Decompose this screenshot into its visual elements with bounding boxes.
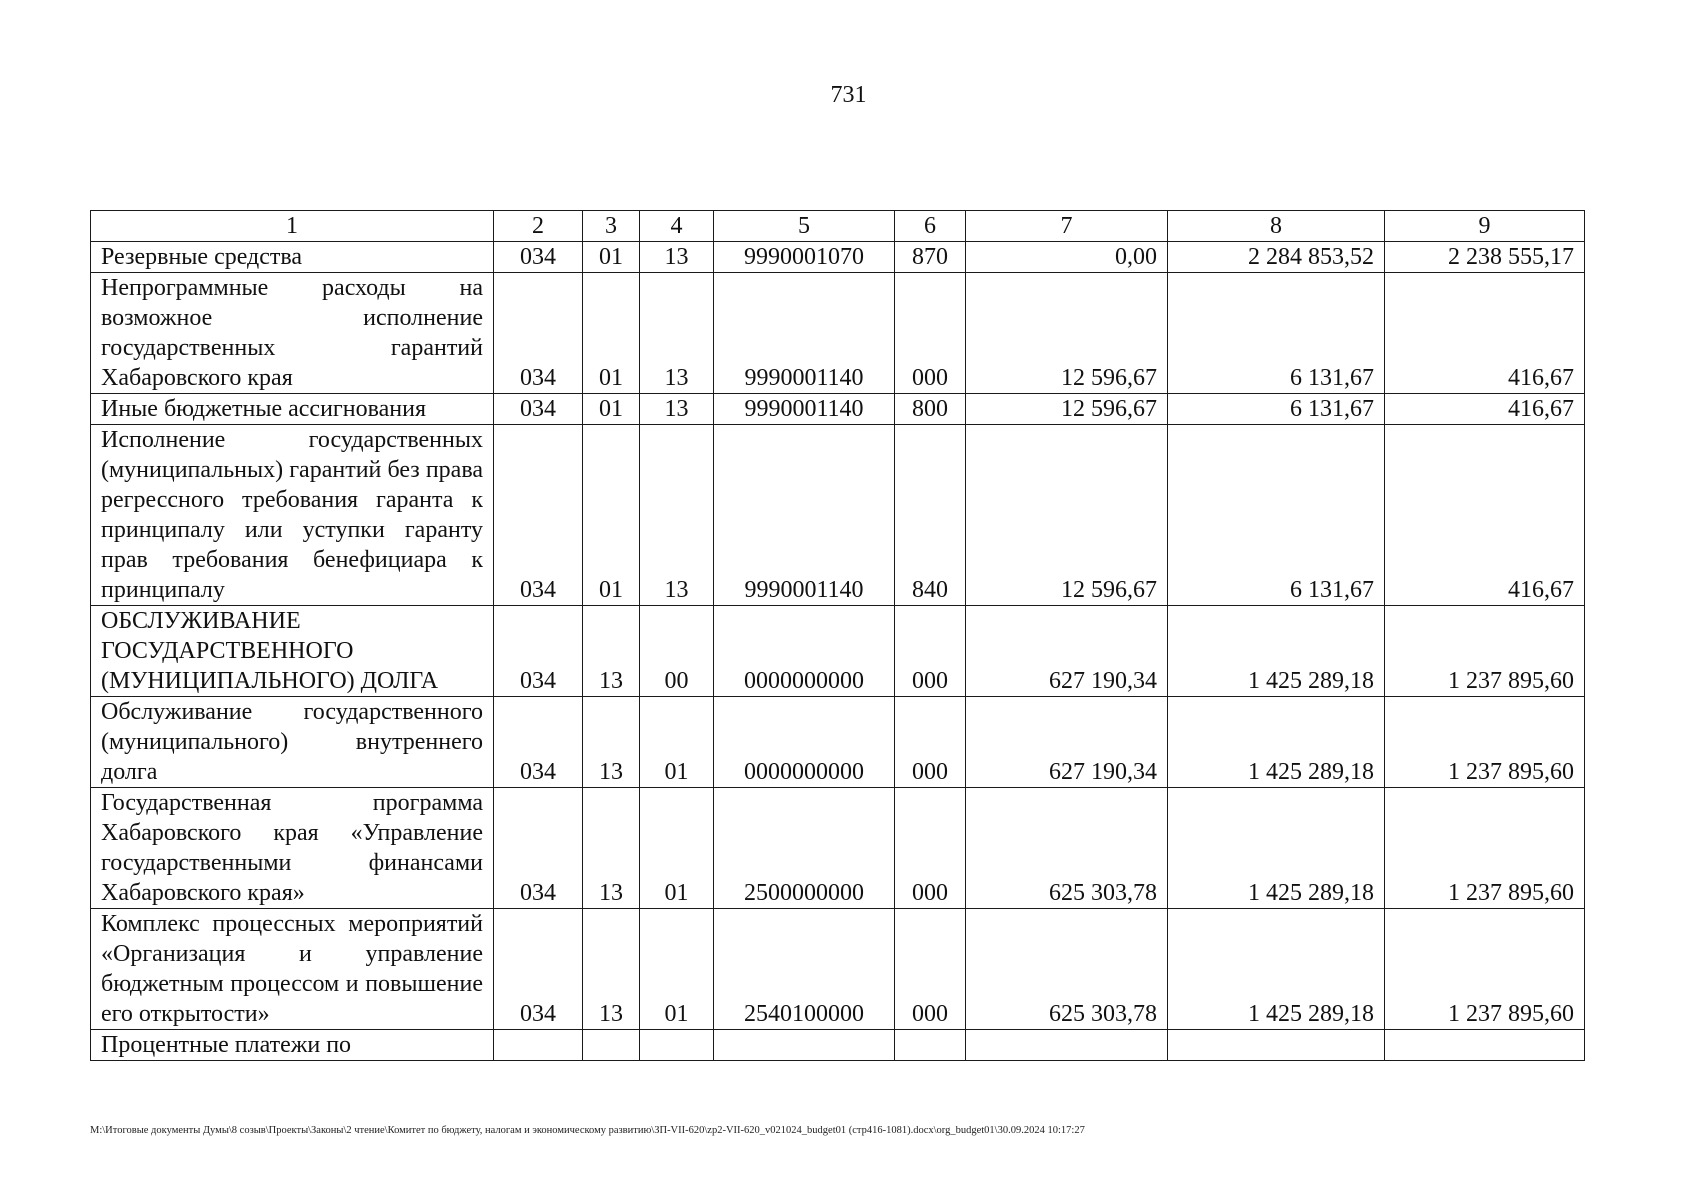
table-row (91, 242, 1585, 273)
cell-admin-code: 034 (494, 273, 583, 394)
cell-subsection: 13 (640, 242, 714, 273)
cell-amount-9: 1 237 895,60 (1385, 606, 1585, 697)
cell-target-article: 9990001140 (714, 425, 895, 606)
header-cell: 3 (583, 211, 640, 242)
header-cell: 7 (966, 211, 1168, 242)
cell-expense-type: 000 (895, 273, 966, 394)
cell-subsection: 13 (640, 425, 714, 606)
cell-admin-code: 034 (494, 242, 583, 273)
cell-amount-9: 1 237 895,60 (1385, 788, 1585, 909)
row-name: Процентные платежи по (91, 1030, 494, 1061)
table-row (91, 273, 1585, 394)
cell-target-article: 2540100000 (714, 909, 895, 1030)
cell-admin-code: 034 (494, 788, 583, 909)
cell-amount-9: 2 238 555,17 (1385, 242, 1585, 273)
cell-section: 13 (583, 606, 640, 697)
header-cell: 2 (494, 211, 583, 242)
cell-amount-7: 627 190,34 (966, 697, 1168, 788)
cell-amount-8: 1 425 289,18 (1168, 606, 1385, 697)
cell-amount-9 (1385, 1030, 1585, 1061)
cell-amount-7 (966, 1030, 1168, 1061)
cell-target-article: 0000000000 (714, 697, 895, 788)
cell-expense-type: 000 (895, 606, 966, 697)
cell-expense-type: 800 (895, 394, 966, 425)
cell-admin-code: 034 (494, 697, 583, 788)
cell-section: 01 (583, 425, 640, 606)
table-row (91, 909, 1585, 1030)
cell-section: 13 (583, 697, 640, 788)
cell-section (583, 1030, 640, 1061)
cell-admin-code (494, 1030, 583, 1061)
cell-amount-7: 625 303,78 (966, 788, 1168, 909)
table-row (91, 394, 1585, 425)
cell-expense-type: 000 (895, 909, 966, 1030)
cell-amount-8: 6 131,67 (1168, 273, 1385, 394)
table-row (91, 788, 1585, 909)
cell-section: 01 (583, 273, 640, 394)
cell-amount-7: 625 303,78 (966, 909, 1168, 1030)
cell-expense-type: 840 (895, 425, 966, 606)
cell-amount-7: 12 596,67 (966, 425, 1168, 606)
row-name: Государственная программа Хабаровского края «Управление государственными финансами Хабаровского края» (91, 788, 494, 909)
cell-subsection: 01 (640, 788, 714, 909)
table-row (91, 697, 1585, 788)
cell-amount-8: 1 425 289,18 (1168, 697, 1385, 788)
cell-amount-7: 12 596,67 (966, 273, 1168, 394)
cell-target-article: 9990001070 (714, 242, 895, 273)
table-header-row (91, 211, 1585, 242)
header-cell: 1 (91, 211, 494, 242)
cell-target-article: 9990001140 (714, 273, 895, 394)
cell-amount-8: 1 425 289,18 (1168, 909, 1385, 1030)
row-name: Обслуживание государственного (муниципального) внутреннего долга (91, 697, 494, 788)
row-name: Непрограммные расходы на возможное исполнение государственных гарантий Хабаровского края (91, 273, 494, 394)
table-row (91, 606, 1585, 697)
cell-amount-7: 627 190,34 (966, 606, 1168, 697)
cell-amount-9: 1 237 895,60 (1385, 909, 1585, 1030)
table-row (91, 425, 1585, 606)
cell-amount-8 (1168, 1030, 1385, 1061)
cell-admin-code: 034 (494, 394, 583, 425)
header-cell: 9 (1385, 211, 1585, 242)
row-name: ОБСЛУЖИВАНИЕ ГОСУДАРСТВЕННОГО (МУНИЦИПАЛЬНОГО) ДОЛГА (91, 606, 494, 697)
cell-section: 01 (583, 242, 640, 273)
cell-target-article: 9990001140 (714, 394, 895, 425)
cell-amount-9: 416,67 (1385, 394, 1585, 425)
row-name: Резервные средства (91, 242, 494, 273)
cell-amount-9: 1 237 895,60 (1385, 697, 1585, 788)
budget-table (90, 210, 1585, 1061)
row-name: Комплекс процессных мероприятий «Организация и управление бюджетным процессом и повышение его открытости» (91, 909, 494, 1030)
cell-subsection: 13 (640, 394, 714, 425)
cell-section: 01 (583, 394, 640, 425)
page-number: 731 (830, 82, 867, 108)
cell-admin-code: 034 (494, 425, 583, 606)
cell-subsection: 01 (640, 909, 714, 1030)
row-name: Исполнение государственных (муниципальных) гарантий без права регрессного требования гаранта к принципалу или уступки гаранту прав требования бенефициара к принципалу (91, 425, 494, 606)
cell-subsection: 13 (640, 273, 714, 394)
row-name: Иные бюджетные ассигнования (91, 394, 494, 425)
cell-amount-9: 416,67 (1385, 273, 1585, 394)
header-cell: 5 (714, 211, 895, 242)
cell-amount-7: 0,00 (966, 242, 1168, 273)
cell-amount-7: 12 596,67 (966, 394, 1168, 425)
header-cell: 6 (895, 211, 966, 242)
table-row (91, 1030, 1585, 1061)
cell-target-article: 0000000000 (714, 606, 895, 697)
cell-target-article (714, 1030, 895, 1061)
cell-admin-code: 034 (494, 606, 583, 697)
cell-expense-type (895, 1030, 966, 1061)
cell-amount-8: 2 284 853,52 (1168, 242, 1385, 273)
cell-subsection: 00 (640, 606, 714, 697)
cell-amount-8: 1 425 289,18 (1168, 788, 1385, 909)
cell-subsection: 01 (640, 697, 714, 788)
header-cell: 8 (1168, 211, 1385, 242)
cell-amount-9: 416,67 (1385, 425, 1585, 606)
cell-expense-type: 000 (895, 697, 966, 788)
cell-admin-code: 034 (494, 909, 583, 1030)
cell-amount-8: 6 131,67 (1168, 394, 1385, 425)
cell-subsection (640, 1030, 714, 1061)
footer-file-path: M:\Итоговые документы Думы\8 созыв\Проекты\Законы\2 чтение\Комитет по бюджету, налогам и экономическому развитию\ЗП-VII-620\zp2-VII-620_v021024_budget01 (стр416-1081).docx\org_budget01\30.09.2024 10:17:27 (90, 1125, 1085, 1136)
cell-expense-type: 870 (895, 242, 966, 273)
header-cell: 4 (640, 211, 714, 242)
cell-section: 13 (583, 788, 640, 909)
cell-section: 13 (583, 909, 640, 1030)
cell-expense-type: 000 (895, 788, 966, 909)
cell-amount-8: 6 131,67 (1168, 425, 1385, 606)
cell-target-article: 2500000000 (714, 788, 895, 909)
